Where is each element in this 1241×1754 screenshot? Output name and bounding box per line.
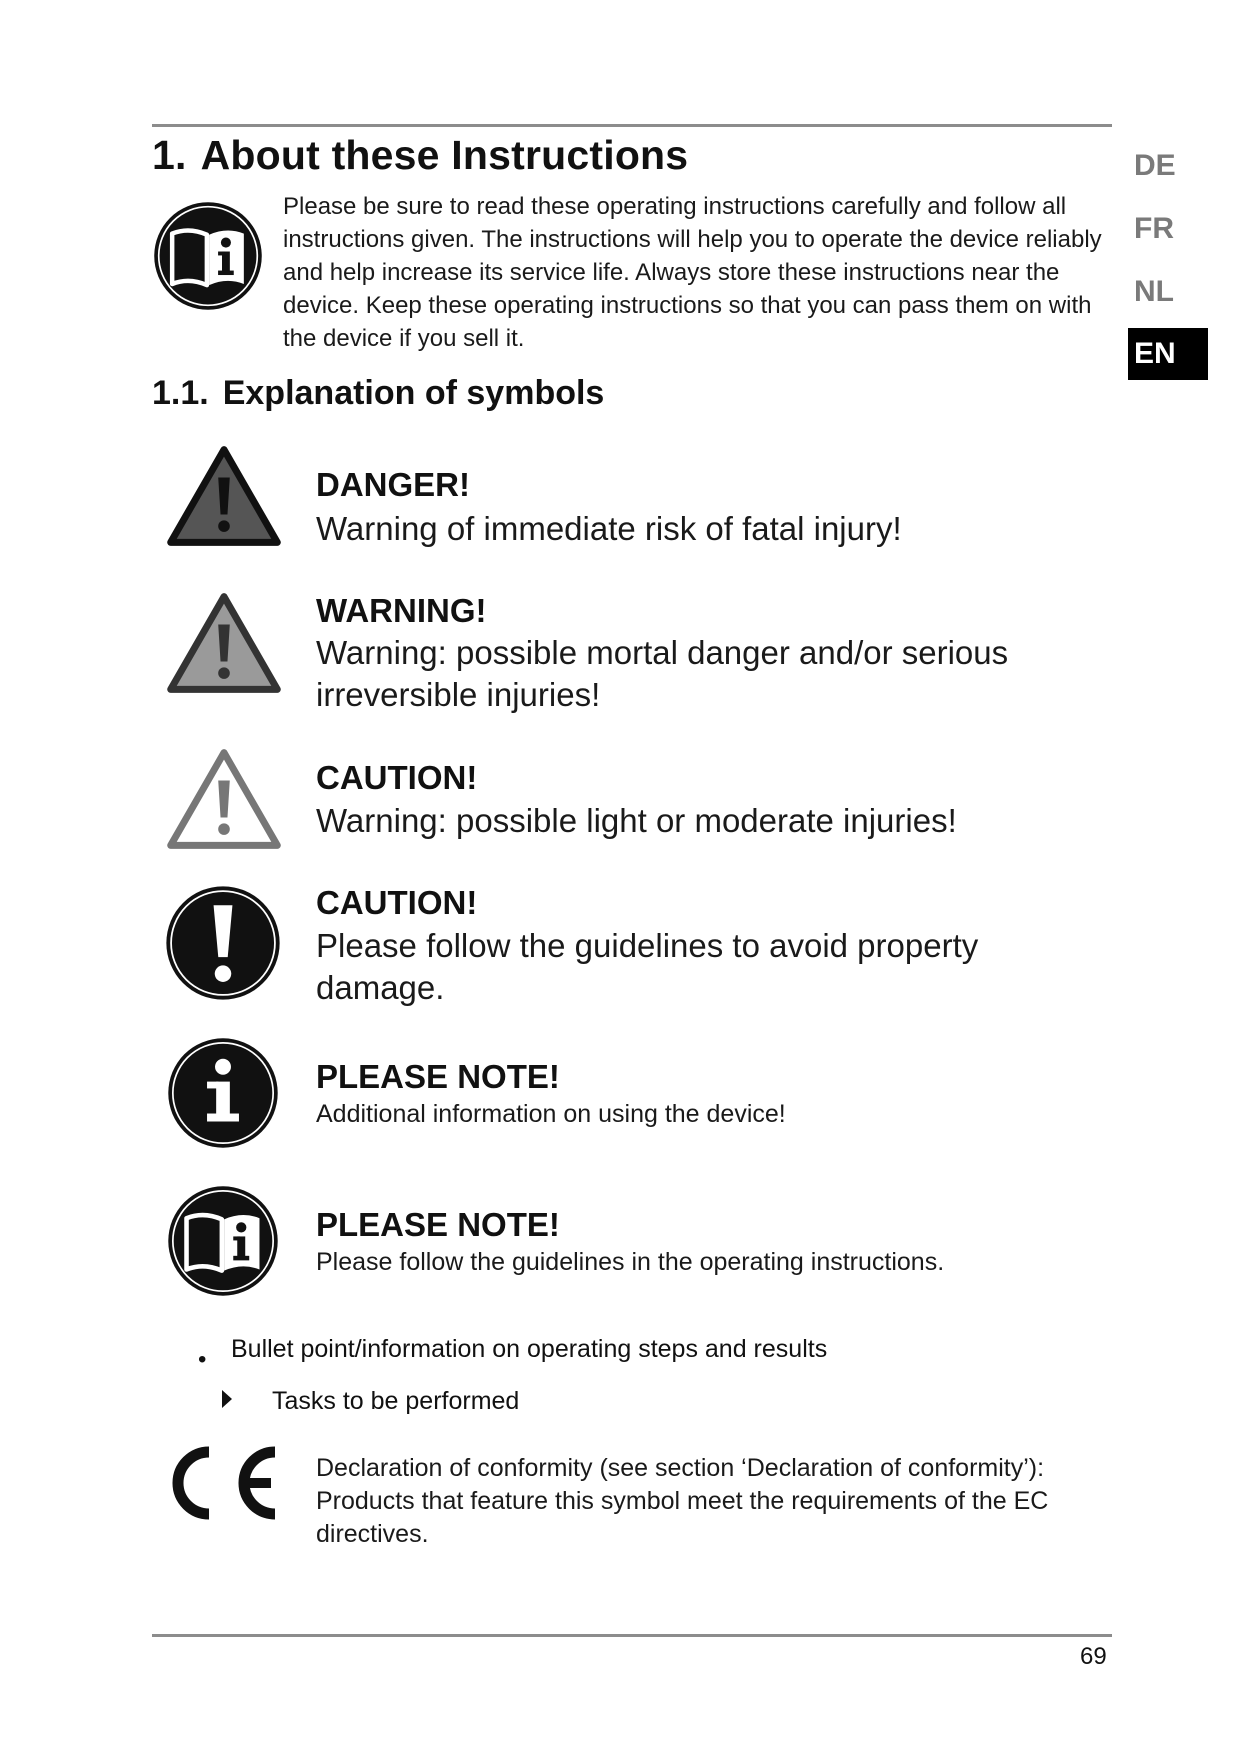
exclamation-circle-icon: [164, 884, 282, 1002]
bottom-rule: [152, 1634, 1112, 1637]
symbol-description: Warning of immediate risk of fatal injury!: [316, 510, 902, 547]
symbol-description: Warning: possible light or moderate injuries!: [316, 802, 957, 839]
symbol-label: CAUTION!: [316, 884, 478, 921]
intro-paragraph: Please be sure to read these operating instructions carefully and follow all instructions given. The instructions will help you to operate the device reliably and help increase its service life. Always store these instructions near the device. Keep these operating instructions so that you can pass them on with the device if you sell it.: [283, 193, 1102, 352]
caution-triangle-icon: [166, 748, 282, 850]
symbol-description: Additional information on using the device!: [316, 1100, 786, 1128]
warning-triangle-icon: [166, 592, 282, 694]
manual-info-icon: [152, 200, 264, 312]
page-title: 1. About these Instructions: [152, 132, 689, 178]
symbol-label: DANGER!: [316, 466, 470, 503]
symbol-label: PLEASE NOTE!: [316, 1058, 560, 1095]
language-tab-en: EN: [1128, 328, 1208, 380]
symbol-description: Warning: possible mortal danger and/or serious irreversible injuries!: [316, 634, 1009, 713]
info-circle-icon: [166, 1036, 280, 1150]
danger-triangle-icon: [166, 445, 282, 547]
language-tab-nl: NL: [1134, 275, 1174, 308]
page-number: 69: [1080, 1643, 1107, 1670]
manual-info-icon: [166, 1184, 280, 1298]
symbol-label: WARNING!: [316, 592, 487, 629]
symbol-description: Please follow the guidelines in the operating instructions.: [316, 1248, 945, 1276]
section-title: 1.1. Explanation of symbols: [152, 374, 605, 412]
language-tab-fr: FR: [1134, 212, 1174, 245]
ce-mark-icon: [163, 1440, 283, 1526]
bullet-text: Bullet point/information on operating steps and results: [231, 1335, 828, 1363]
triangle-right-icon: [222, 1390, 232, 1408]
symbol-label: CAUTION!: [316, 759, 478, 796]
task-text: Tasks to be performed: [272, 1387, 520, 1415]
language-tab-de: DE: [1134, 149, 1176, 182]
symbol-label: PLEASE NOTE!: [316, 1206, 560, 1243]
bullet-symbol: •: [198, 1346, 207, 1373]
symbol-description: Please follow the guidelines to avoid property damage.: [316, 927, 979, 1006]
top-rule: [152, 124, 1112, 127]
ce-description: Declaration of conformity (see section ‘Declaration of conformity’): Products that feature this symbol meet the requirements of the EC directives.: [316, 1454, 1049, 1548]
